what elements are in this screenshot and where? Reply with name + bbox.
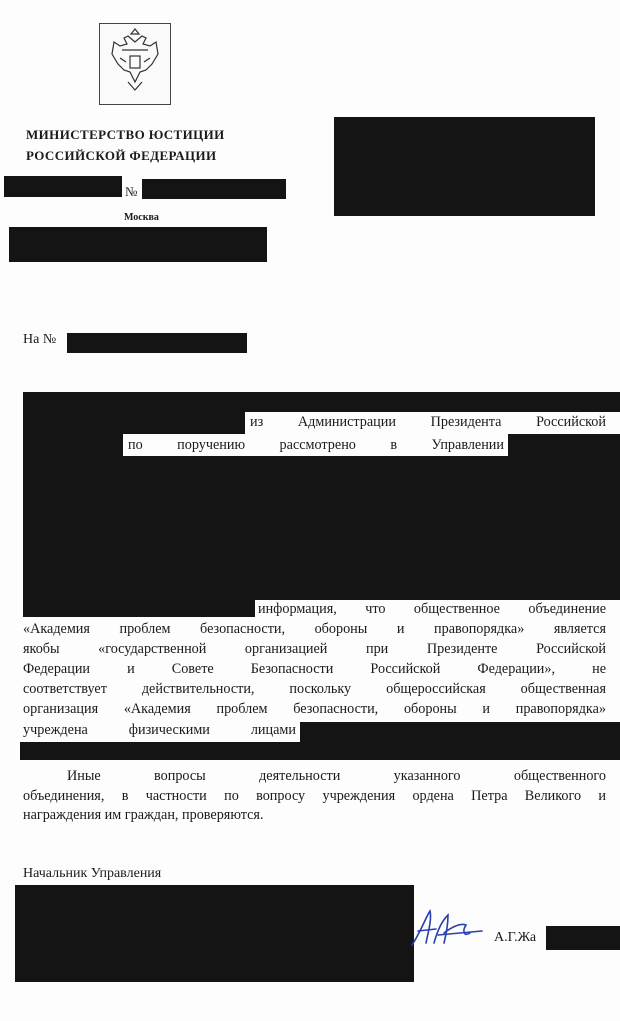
redacted-body-large-block — [23, 456, 620, 600]
ministry-line-1: МИНИСТЕРСТВО ЮСТИЦИИ — [26, 127, 225, 142]
body-p2-line-3: награждения им граждан, проверяются. — [23, 807, 264, 823]
handwritten-signature — [408, 903, 488, 953]
ministry-line-2: РОССИЙСКОЙ ФЕДЕРАЦИИ — [26, 148, 217, 163]
body-line-6: Федерации и Совете Безопасности Российской Федерации», не — [23, 661, 606, 677]
ministry-heading — [26, 124, 225, 166]
redacted-date — [4, 176, 122, 197]
signatory-title: Начальник Управления — [23, 866, 162, 881]
double-headed-eagle-icon — [100, 24, 170, 104]
redacted-body-line-3-head — [23, 600, 255, 617]
redacted-reference-number — [67, 333, 247, 353]
body-line-9: учреждена физическими лицами — [23, 722, 296, 738]
redacted-body-line-10 — [20, 742, 310, 760]
body-line-4: «Академия проблем безопасности, обороны и правопорядка» является — [23, 621, 606, 637]
redacted-body-line-2-head — [23, 434, 123, 456]
redacted-body-line-0 — [23, 392, 620, 412]
body-line-1: из Администрации Президента Российской — [250, 414, 606, 430]
body-line-3: информация, что общественное объединение — [258, 601, 606, 617]
city-label: Москва — [124, 212, 159, 223]
body-p2-line-2: объединения, в частности по вопросу учреждения ордена Петра Великого и — [23, 788, 606, 804]
body-line-7: соответствует действительности, поскольку общероссийская общественная — [23, 681, 606, 697]
reference-label: На № — [23, 332, 57, 347]
redacted-outgoing-number — [142, 179, 286, 199]
redacted-subject — [9, 227, 267, 262]
redacted-body-line-1-head — [23, 412, 245, 434]
redacted-signatory-surname — [546, 926, 620, 950]
emblem-coat-of-arms — [99, 23, 171, 105]
redacted-signatory-department — [15, 885, 414, 982]
redacted-body-line-2-tail — [508, 434, 620, 456]
signatory-name: А.Г.Жа — [494, 930, 537, 945]
body-p2-line-1: Иные вопросы деятельности указанного общественного — [67, 768, 606, 784]
body-line-5: якобы «государственной организацией при Президенте Российской — [23, 641, 606, 657]
redacted-body-line-9-tail — [300, 722, 620, 760]
body-line-8: организация «Академия проблем безопасности, обороны и правопорядка» — [23, 701, 606, 717]
body-line-2: по поручению рассмотрено в Управлении — [128, 437, 504, 453]
redacted-recipient-block — [334, 117, 595, 216]
number-sign: № — [125, 184, 138, 199]
